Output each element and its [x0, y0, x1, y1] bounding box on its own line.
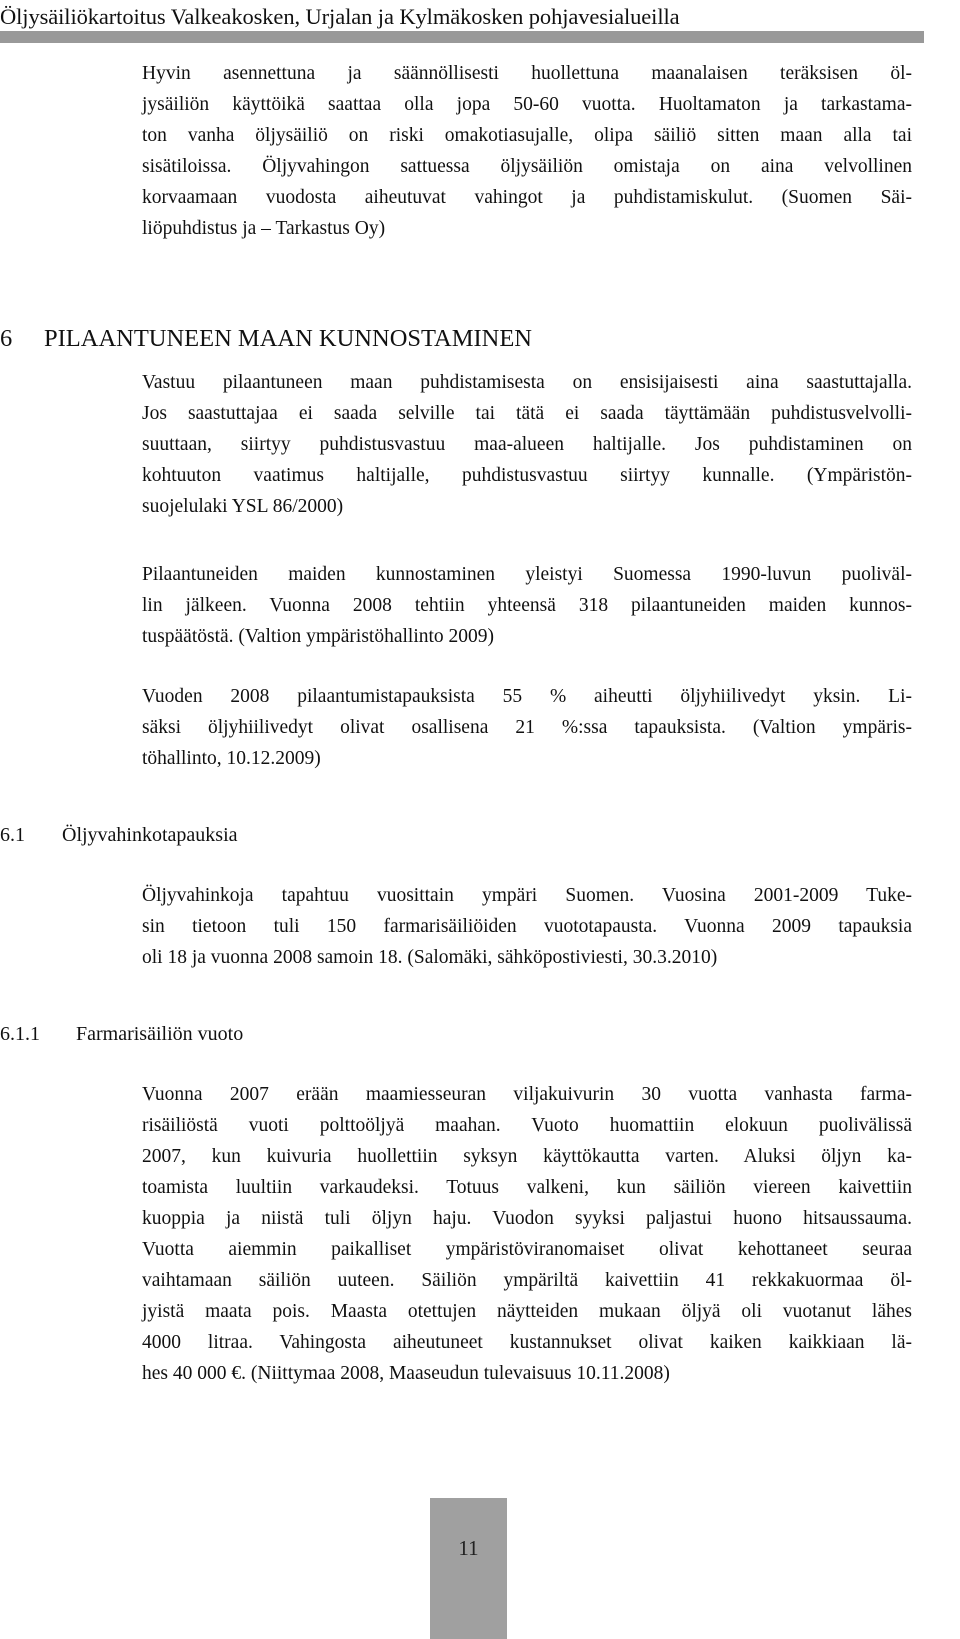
text-line: hes 40 000 €. (Niittymaa 2008, Maaseudun tulevaisuus 10.11.2008)	[142, 1363, 670, 1384]
heading-number: 6	[0, 325, 13, 352]
text-line: kuoppia ja niistä tuli öljyn haju. Vuodon syyksi paljastui huono hitsaussauma.	[142, 1208, 912, 1229]
section-heading-6-1	[0, 824, 238, 847]
text-line: oli 18 ja vuonna 2008 samoin 18. (Salomäki, sähköpostiviesti, 30.3.2010)	[142, 947, 718, 968]
text-line: jysäiliön käyttöikä saattaa olla jopa 50-60 vuotta. Huoltamaton ja tarkastama-	[142, 94, 912, 115]
paragraph-contamination-stats	[142, 681, 912, 774]
text-line: liöpuhdistus ja – Tarkastus Oy)	[142, 218, 386, 239]
text-line: suuttaan, siirtyy puhdistusvastuu maa-alueen haltijalle. Jos puhdistaminen on	[142, 434, 912, 455]
text-line: Pilaantuneiden maiden kunnostaminen yleistyi Suomessa 1990-luvun puoliväl-	[142, 564, 912, 585]
text-line: Hyvin asennettuna ja säännöllisesti huollettuna maanalaisen teräksisen öl-	[142, 63, 912, 84]
text-line: vaihtamaan säiliön uuteen. Säiliön ympäriltä kaivettiin 41 rekkakuormaa öl-	[142, 1270, 912, 1291]
text-line: kohtuuton vaatimus haltijalle, puhdistusvastuu siirtyy kunnalle. (Ympäristön-	[142, 465, 912, 486]
text-line: tuspäätöstä. (Valtion ympäristöhallinto 2009)	[142, 626, 495, 647]
paragraph-farm-tank-leak	[142, 1079, 912, 1389]
text-line: sisätiloissa. Öljyvahingon sattuessa öljysäiliön omistaja on aina velvollinen	[142, 156, 912, 177]
text-line: jyistä maata pois. Maasta otettujen näytteiden mukaan öljyä oli vuotanut lähes	[142, 1301, 912, 1322]
text-line: säksi öljyhiilivedyt olivat osallisena 21 %:ssa tapauksista. (Valtion ympäris-	[142, 717, 912, 738]
heading-title: PILAANTUNEEN MAAN KUNNOSTAMINEN	[44, 325, 533, 352]
heading-number: 6.1	[0, 824, 25, 846]
section-heading-6	[0, 325, 532, 353]
heading-number: 6.1.1	[0, 1023, 40, 1045]
text-line: korvaamaan vuodosta aiheutuvat vahingot ja puhdistamiskulut. (Suomen Säi-	[142, 187, 912, 208]
text-line: ton vanha öljysäiliö on riski omakotiasujalle, olipa säiliö sitten maan alla tai	[142, 125, 912, 146]
header-title: Öljysäiliökartoitus Valkeakosken, Urjalan ja Kylmäkosken pohjavesialueilla	[0, 4, 680, 29]
page-number: 11	[458, 1536, 479, 1560]
text-line: sin tietoon tuli 150 farmarisäiliöiden vuototapausta. Vuonna 2009 tapauksia	[142, 916, 912, 937]
text-line: risäiliöstä vuoti polttoöljyä maahan. Vuoto huomattiin elokuun puolivälissä	[142, 1115, 912, 1136]
text-line: 4000 litraa. Vahingosta aiheutuneet kustannukset olivat kaiken kaikkiaan lä-	[142, 1332, 912, 1353]
paragraph-cleanup-responsibility	[142, 367, 912, 522]
page-number-box	[430, 1498, 507, 1639]
text-line: Öljyvahinkoja tapahtuu vuosittain ympäri Suomen. Vuosina 2001-2009 Tuke-	[142, 885, 912, 906]
paragraph-soil-remediation	[142, 559, 912, 652]
text-line: suojelulaki YSL 86/2000)	[142, 496, 344, 517]
heading-title: Öljyvahinkotapauksia	[62, 824, 238, 846]
paragraph-oil-damage-cases	[142, 880, 912, 973]
text-line: 2007, kun kuivuria huollettiin syksyn käyttökautta varten. Aluksi öljyn ka-	[142, 1146, 912, 1167]
text-line: Vuotta aiemmin paikalliset ympäristöviranomaiset olivat kehottaneet seuraa	[142, 1239, 912, 1260]
text-line: Vuonna 2007 erään maamiesseuran viljakuivurin 30 vuotta vanhasta farma-	[142, 1084, 912, 1105]
text-line: toamista luultiin varkaudeksi. Totuus valkeni, kun säiliön viereen kaivettiin	[142, 1177, 912, 1198]
text-line: töhallinto, 10.12.2009)	[142, 748, 321, 769]
paragraph-oil-tank-lifespan	[142, 58, 912, 244]
text-line: Jos saastuttajaa ei saada selville tai tätä ei saada täyttämään puhdistusvelvolli-	[142, 403, 912, 424]
heading-title: Farmarisäiliön vuoto	[76, 1023, 244, 1045]
text-line: Vastuu pilaantuneen maan puhdistamisesta on ensisijaisesti aina saastuttajalla.	[142, 372, 912, 393]
text-line: lin jälkeen. Vuonna 2008 tehtiin yhteensä 318 pilaantuneiden maiden kunnos-	[142, 595, 912, 616]
section-heading-6-1-1	[0, 1023, 243, 1046]
header-bar	[0, 31, 924, 43]
text-line: Vuoden 2008 pilaantumistapauksista 55 % aiheutti öljyhiilivedyt yksin. Li-	[142, 686, 912, 707]
